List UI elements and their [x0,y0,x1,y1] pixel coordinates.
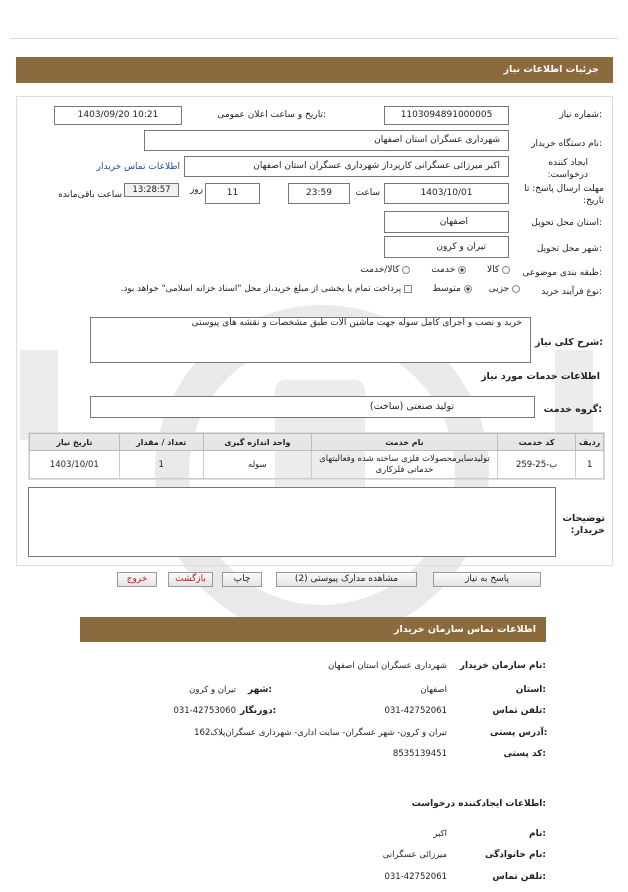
process-label: نوع فرآیند خرید: [541,287,602,297]
remaining-field: 13:28:57 [124,183,179,197]
creator-family-label: نام خانوادگی: [484,850,546,860]
category-service-label: خدمت [431,265,456,275]
contact-postal-label: کد پستی: [503,749,546,759]
process-minor-radio[interactable] [512,285,520,293]
contact-postal-value: 8535139451 [392,749,447,759]
creator-info-heading: اطلاعات ایجادکننده درخواست: [411,799,546,809]
contact-province-label: استان: [515,685,546,695]
contact-address-value: تیران و کرون- شهر عسگران- سایت اداری- شهرداری عسگران‌پلاک162 [194,728,447,738]
city-label: شهر محل تحویل: [536,244,602,254]
buyer-org-field: شهرداری عسگران استان اصفهان [144,130,509,151]
creator-phone-value: 031-42752061 [384,872,447,882]
deadline-time-field: 23:59 [288,183,350,204]
deadline-date-field: 1403/10/01 [384,183,509,204]
back-button[interactable]: بازگشت [168,572,213,587]
top-divider [10,38,618,39]
contact-phone-label: تلفن تماس: [492,706,546,716]
col-header-code: کد خدمت [497,434,576,451]
deadline-time-label: ساعت [355,188,380,198]
cell-row: 1 [576,451,604,479]
col-header-unit: واحد اندازه گیری [203,434,311,451]
remaining-label: ساعت باقی‌مانده [58,190,122,200]
services-heading: اطلاعات خدمات مورد نیاز [481,371,600,382]
creator-phone-label: تلفن تماس: [492,872,546,882]
buyer-notes-label: توضیحات خریدار: [562,513,605,536]
contact-fax-value: 031-42753060 [173,706,236,716]
deadline-label: مهلت ارسال پاسخ: تا تاریخ: [524,184,604,206]
print-button[interactable]: چاپ [222,572,262,587]
attachments-button[interactable]: مشاهده مدارک پیوستی (2) [276,572,417,587]
category-radio-group [270,265,510,279]
contact-phone-value: 031-42752061 [384,706,447,716]
cell-unit: سوله [203,451,311,479]
buyer-org-label: نام دستگاه خریدار: [531,139,602,149]
contact-org-label: نام سازمان خریدار: [459,661,546,671]
creator-family-value: میرزائی عسگرانی [382,850,447,860]
category-label: طبقه بندی موضوعی: [522,268,602,278]
days-label: روز [189,185,203,195]
table-header-row [30,434,604,451]
service-group-label: گروه خدمت: [543,404,602,415]
category-goods-service-label: کالا/خدمت [360,265,400,275]
treasury-checkbox[interactable] [404,285,412,293]
province-label: استان محل تحویل: [531,218,602,228]
col-header-date: تاریخ نیاز [30,434,120,451]
contact-fax-label: دورنگار: [240,706,277,716]
col-header-qty: تعداد / مقدار [119,434,203,451]
col-header-name: نام خدمت [312,434,498,451]
description-label: شرح کلی نیاز: [535,337,604,348]
cell-code: ب-25-259 [497,451,576,479]
contact-city-value: تیران و کرون [189,685,236,695]
contact-title: اطلاعات تماس سازمان خریدار [393,624,536,635]
creator-field: اکبر میرزائی عسگرانی کارپرداز شهرداری عسگران استان اصفهان [184,156,509,177]
buyer-contact-link[interactable]: اطلاعات تماس خریدار [96,162,180,172]
contact-header [80,617,546,642]
process-medium-radio[interactable] [464,285,472,293]
process-medium-label: متوسط [432,284,461,294]
treasury-payment-option [40,284,412,294]
contact-province-value: اصفهان [420,685,447,695]
creator-label: ایجاد کننده درخواست: [547,158,588,180]
treasury-note: پرداخت تمام یا بخشی از مبلغ خرید،از محل "اسناد خزانه اسلامی" خواهد بود. [120,284,402,294]
reply-button[interactable]: پاسخ به نیاز [433,572,541,587]
col-header-row: ردیف [576,434,604,451]
page-header [16,57,613,83]
cell-qty: 1 [119,451,203,479]
need-number-label: شماره نیاز: [559,110,602,120]
description-field: خرید و نصب و اجرای کامل سوله جهت ماشین الات طبق مشخصات و نقشه های پیوستی [90,317,531,363]
category-goods-radio[interactable] [502,266,510,274]
exit-button[interactable]: خروج [117,572,157,587]
buyer-notes-field [28,487,556,557]
announce-label: تاریخ و ساعت اعلان عمومی: [217,110,326,120]
page-title: جزئیات اطلاعات نیاز [503,64,599,75]
category-goods-label: کالا [486,265,500,275]
announce-field: 1403/09/20 10:21 [54,106,182,125]
cell-name: تولیدسایرمحصولات فلزی ساخته شده وفعالیتهای خدماتی فلزکاری [312,451,498,479]
creator-name-value: اکبر [433,829,447,839]
province-field: اصفهان [384,211,509,233]
need-number-field: 1103094891000005 [384,106,509,125]
category-service-radio[interactable] [458,266,466,274]
process-radio-group [420,284,520,294]
services-table-wrap [28,432,605,480]
service-group-field: تولید صنعتی (ساخت) [90,396,535,418]
cell-date: 1403/10/01 [30,451,120,479]
creator-name-label: نام: [529,829,546,839]
category-goods-service-radio[interactable] [402,266,410,274]
table-row [30,451,604,479]
contact-address-label: آدرس پستی: [490,728,548,738]
services-table [29,433,604,479]
contact-org-value: شهرداری عسگران استان اصفهان [328,661,447,671]
days-field: 11 [205,183,260,204]
contact-city-label: شهر: [248,685,272,695]
process-minor-label: جزیی [488,284,510,294]
city-field: تیران و کرون [384,236,509,258]
